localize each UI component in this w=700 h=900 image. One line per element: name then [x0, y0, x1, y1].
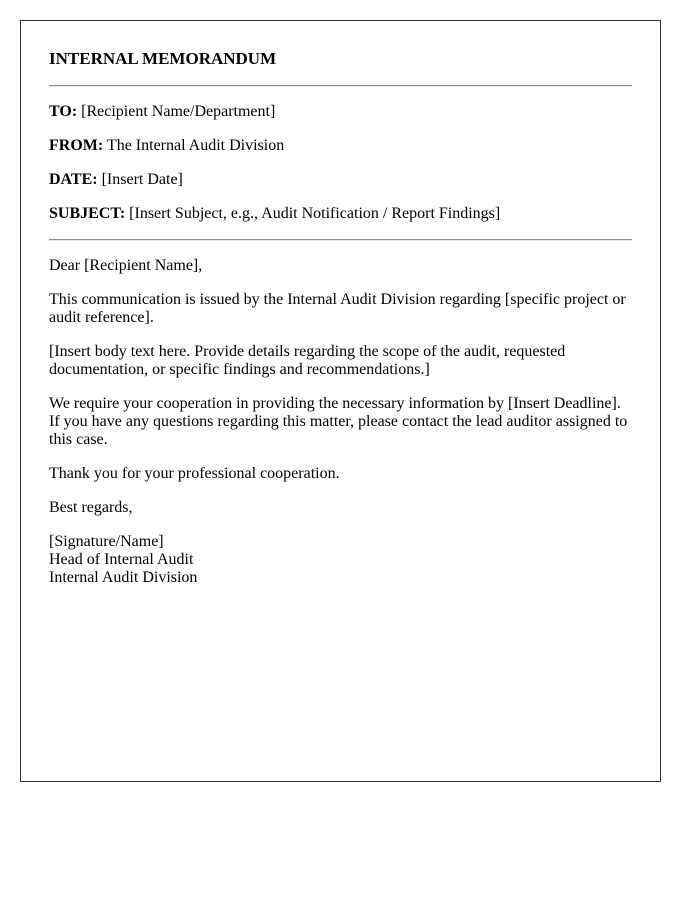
- field-date-value: [Insert Date]: [101, 171, 183, 188]
- field-subject: [49, 205, 632, 223]
- body-paragraph-1: This communication is issued by the Internal Audit Division regarding [specific project or audit reference].: [49, 291, 626, 326]
- signature-title: Head of Internal Audit: [49, 551, 194, 568]
- field-subject-label: SUBJECT:: [49, 205, 126, 222]
- field-to-value: [Recipient Name/Department]: [81, 103, 276, 120]
- field-to: [49, 103, 632, 121]
- signature-block: [49, 533, 632, 587]
- field-from: [49, 137, 632, 155]
- header-divider-bottom: [49, 239, 632, 241]
- field-to-label: TO:: [49, 103, 78, 120]
- header-divider-top: [49, 85, 632, 87]
- signature-division: Internal Audit Division: [49, 569, 198, 586]
- salutation: Dear [Recipient Name],: [49, 257, 203, 274]
- field-from-label: FROM:: [49, 137, 104, 154]
- closing: Best regards,: [49, 499, 133, 516]
- memo-document: [20, 20, 661, 782]
- body-paragraph-2: [Insert body text here. Provide details regarding the scope of the audit, requested documentation, or specific findings and recommendations.]: [49, 343, 566, 378]
- memo-title: INTERNAL MEMORANDUM: [49, 49, 277, 68]
- field-from-value: The Internal Audit Division: [106, 137, 285, 154]
- field-subject-value: [Insert Subject, e.g., Audit Notification / Report Findings]: [129, 205, 501, 222]
- signature-name: [Signature/Name]: [49, 533, 164, 550]
- body-paragraph-4: Thank you for your professional cooperation.: [49, 465, 340, 482]
- field-date: [49, 171, 632, 189]
- body-paragraph-3: We require your cooperation in providing the necessary information by [Insert Deadline]. If you have any questions regarding this matter, please contact the lead auditor assigned to this case.: [49, 395, 628, 448]
- field-date-label: DATE:: [49, 171, 98, 188]
